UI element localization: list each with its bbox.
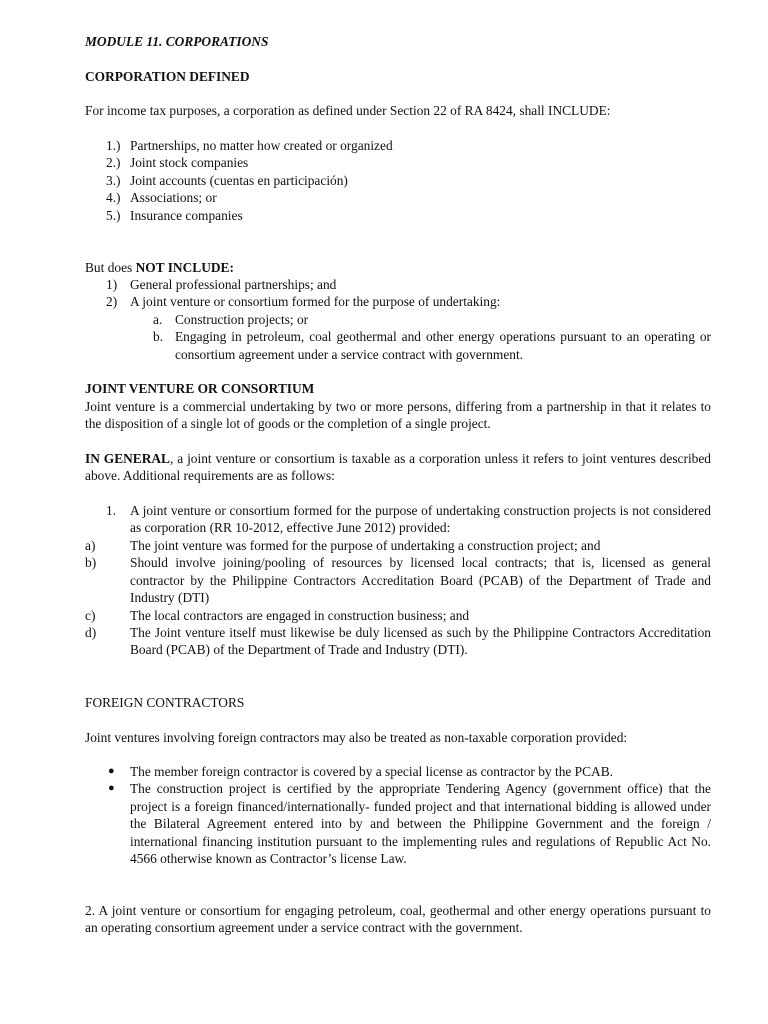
section-heading-joint-venture: JOINT VENTURE OR CONSORTIUM [85, 381, 315, 396]
list-item: 1) General professional partnerships; and [106, 277, 337, 292]
list-item: c) The local contractors are engaged in construction business; and [85, 607, 470, 623]
requirement-1: 1. A joint venture or consortium formed for the purpose of undertaking construction projects is not considered as corporation (RR 10-2012, effective June 2012) provided: [106, 503, 711, 536]
list-item: ● The construction project is certified by the appropriate Tendering Agency (government office) that the project is a foreign financed/internationally- funded project and that international bidding is allowed under the Bilateral Agreement entered into by and between the Philippine Government and the foreign / international financing institution pursuant to the implementing rules and regulations of Republic Act No. 4566 otherwise known as Contractor’s license Law. [108, 781, 711, 867]
module-title: MODULE 11. CORPORATIONS [85, 34, 269, 49]
section-heading-foreign-contractors: FOREIGN CONTRACTORS [85, 695, 245, 710]
list-item: 4.) Associations; or [106, 190, 217, 206]
joint-venture-definition: Joint venture is a commercial undertaking by two or more persons, differing from a partnership in that it relates to the disposition of a single lot of goods or the completion of a single project. [85, 399, 711, 432]
list-item: 2.) Joint stock companies [106, 155, 249, 171]
list-item: b. Engaging in petroleum, coal geothermal and other energy operations pursuant to an operating or consortium agreement under a service contract with government. [153, 329, 711, 362]
list-item: ● The member foreign contractor is covered by a special license as contractor by the PCAB. [108, 764, 614, 779]
list-item: 5.) Insurance companies [106, 207, 243, 223]
list-item: a. Construction projects; or [153, 312, 309, 327]
corporation-intro: For income tax purposes, a corporation as defined under Section 22 of RA 8424, shall INCLUDE: [85, 103, 611, 118]
list-item: 3.) Joint accounts (cuentas en participación) [106, 172, 348, 188]
section-heading-corporation-defined: CORPORATION DEFINED [85, 69, 250, 84]
foreign-contractors-intro: Joint ventures involving foreign contractors may also be treated as non-taxable corporation provided: [85, 730, 628, 745]
list-item: d) The Joint venture itself must likewise be duly licensed as such by the Philippine Contractors Accreditation Board (PCAB) of the Department of Trade and Industry (DTI). [85, 625, 711, 658]
exclude-sub-list [85, 311, 711, 363]
bullet-icon: ● [108, 765, 115, 777]
foreign-bullet-list [85, 763, 711, 867]
bullet-icon: ● [108, 782, 115, 795]
include-list [85, 137, 711, 224]
list-item: a) The joint venture was formed for the purpose of undertaking a construction project; and [85, 538, 601, 553]
exclude-lead: But does NOT INCLUDE: [85, 260, 234, 275]
conditions-list [85, 537, 711, 659]
exclude-list [85, 276, 711, 311]
closing-paragraph: 2. A joint venture or consortium for engaging petroleum, coal, geothermal and other energy operations pursuant to an operating consortium agreement under a service contract with the government. [85, 903, 711, 936]
list-item: 1.) Partnerships, no matter how created or organized [106, 138, 393, 153]
list-item: b) Should involve joining/pooling of resources by licensed local contracts; that is, licensed as general contractor by the Philippine Contractors Accreditation Board (PCAB) of the Department of Trade and Industry (DTI) [85, 555, 711, 606]
list-item: 2) A joint venture or consortium formed for the purpose of undertaking: [106, 294, 501, 310]
in-general-paragraph: IN GENERAL, a joint venture or consortium is taxable as a corporation unless it refers to joint ventures described above. Additional requirements are as follows: [85, 451, 711, 484]
